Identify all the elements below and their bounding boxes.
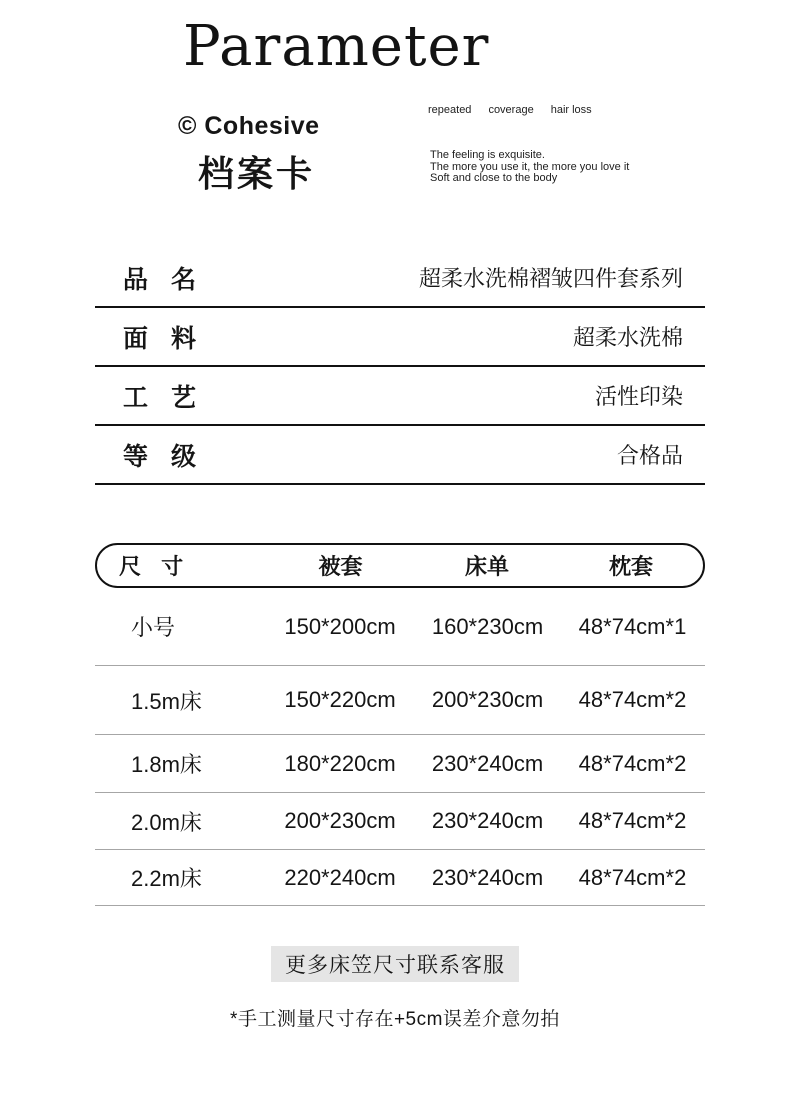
size-row [95, 588, 705, 666]
cell-duvet-cover: 200*230cm [284, 808, 396, 833]
cell-pillowcase: 48*74cm*2 [578, 864, 687, 890]
header-cell-duvet-cover: 被套 [318, 554, 363, 579]
cell-size: 2.0m床 [131, 809, 202, 835]
cell-duvet-cover: 180*220cm [284, 750, 396, 776]
spec-label: 面 料 [123, 324, 197, 353]
spec-label: 工 艺 [123, 383, 197, 412]
size-table [95, 543, 705, 906]
cell-bed-sheet: 230*240cm [431, 808, 544, 833]
cell-pillowcase: 48*74cm*2 [578, 687, 687, 712]
cell-size: 1.5m床 [131, 688, 202, 714]
description-line: Soft and close to the body [430, 172, 558, 185]
cell-pillowcase: 48*74cm*2 [578, 750, 687, 776]
cell-duvet-cover: 150*200cm [284, 613, 396, 639]
header-cell-size: 尺 寸 [119, 554, 185, 579]
size-row [95, 735, 705, 793]
spec-value: 超柔水洗棉褶皱四件套系列 [418, 266, 683, 291]
keyword-item: coverage [488, 104, 534, 116]
spec-value: 超柔水洗棉 [572, 325, 683, 350]
spec-label: 等 级 [123, 442, 197, 471]
spec-row-product-name [95, 249, 705, 308]
description-block [430, 150, 629, 185]
header-cell-bed-sheet: 床单 [464, 554, 509, 579]
cell-pillowcase: 48*74cm*2 [578, 808, 687, 833]
footer [0, 946, 790, 1031]
keyword-list [428, 104, 592, 116]
cell-duvet-cover: 150*220cm [284, 687, 396, 712]
size-table-body [95, 588, 705, 906]
keyword-item: hair loss [550, 104, 592, 116]
brand-name: © Cohesive [178, 112, 320, 140]
spec-table [95, 249, 705, 485]
spec-value: 活性印染 [594, 384, 683, 409]
size-row [95, 666, 705, 735]
spec-row-grade [95, 426, 705, 485]
description-line: The more you use it, the more you love it [430, 160, 630, 173]
header-cell-pillowcase: 枕套 [609, 554, 654, 579]
spec-value: 合格品 [616, 443, 683, 468]
header [0, 0, 790, 249]
cell-size: 小号 [131, 615, 176, 640]
brand-subtitle: 档案卡 [198, 153, 316, 194]
cell-size: 1.8m床 [131, 752, 202, 777]
description-line: The feeling is exquisite. [430, 149, 545, 161]
size-row [95, 850, 705, 906]
keyword-item: repeated [428, 104, 472, 116]
cell-duvet-cover: 220*240cm [284, 864, 396, 890]
cell-pillowcase: 48*74cm*1 [578, 613, 687, 639]
cell-bed-sheet: 230*240cm [431, 864, 544, 890]
cell-size: 2.2m床 [131, 866, 202, 891]
measurement-note: *手工测量尺寸存在+5cm误差介意勿拍 [230, 1009, 560, 1030]
spec-row-fabric [95, 308, 705, 367]
spec-label: 品 名 [123, 265, 197, 294]
cell-bed-sheet: 200*230cm [431, 687, 544, 712]
cell-bed-sheet: 230*240cm [431, 750, 544, 776]
size-table-header [95, 543, 705, 588]
spec-row-craft [95, 367, 705, 426]
page-title: Parameter [183, 14, 490, 79]
more-sizes-badge: 更多床笠尺寸联系客服 [271, 946, 519, 982]
cell-bed-sheet: 160*230cm [431, 613, 544, 639]
size-row [95, 793, 705, 850]
